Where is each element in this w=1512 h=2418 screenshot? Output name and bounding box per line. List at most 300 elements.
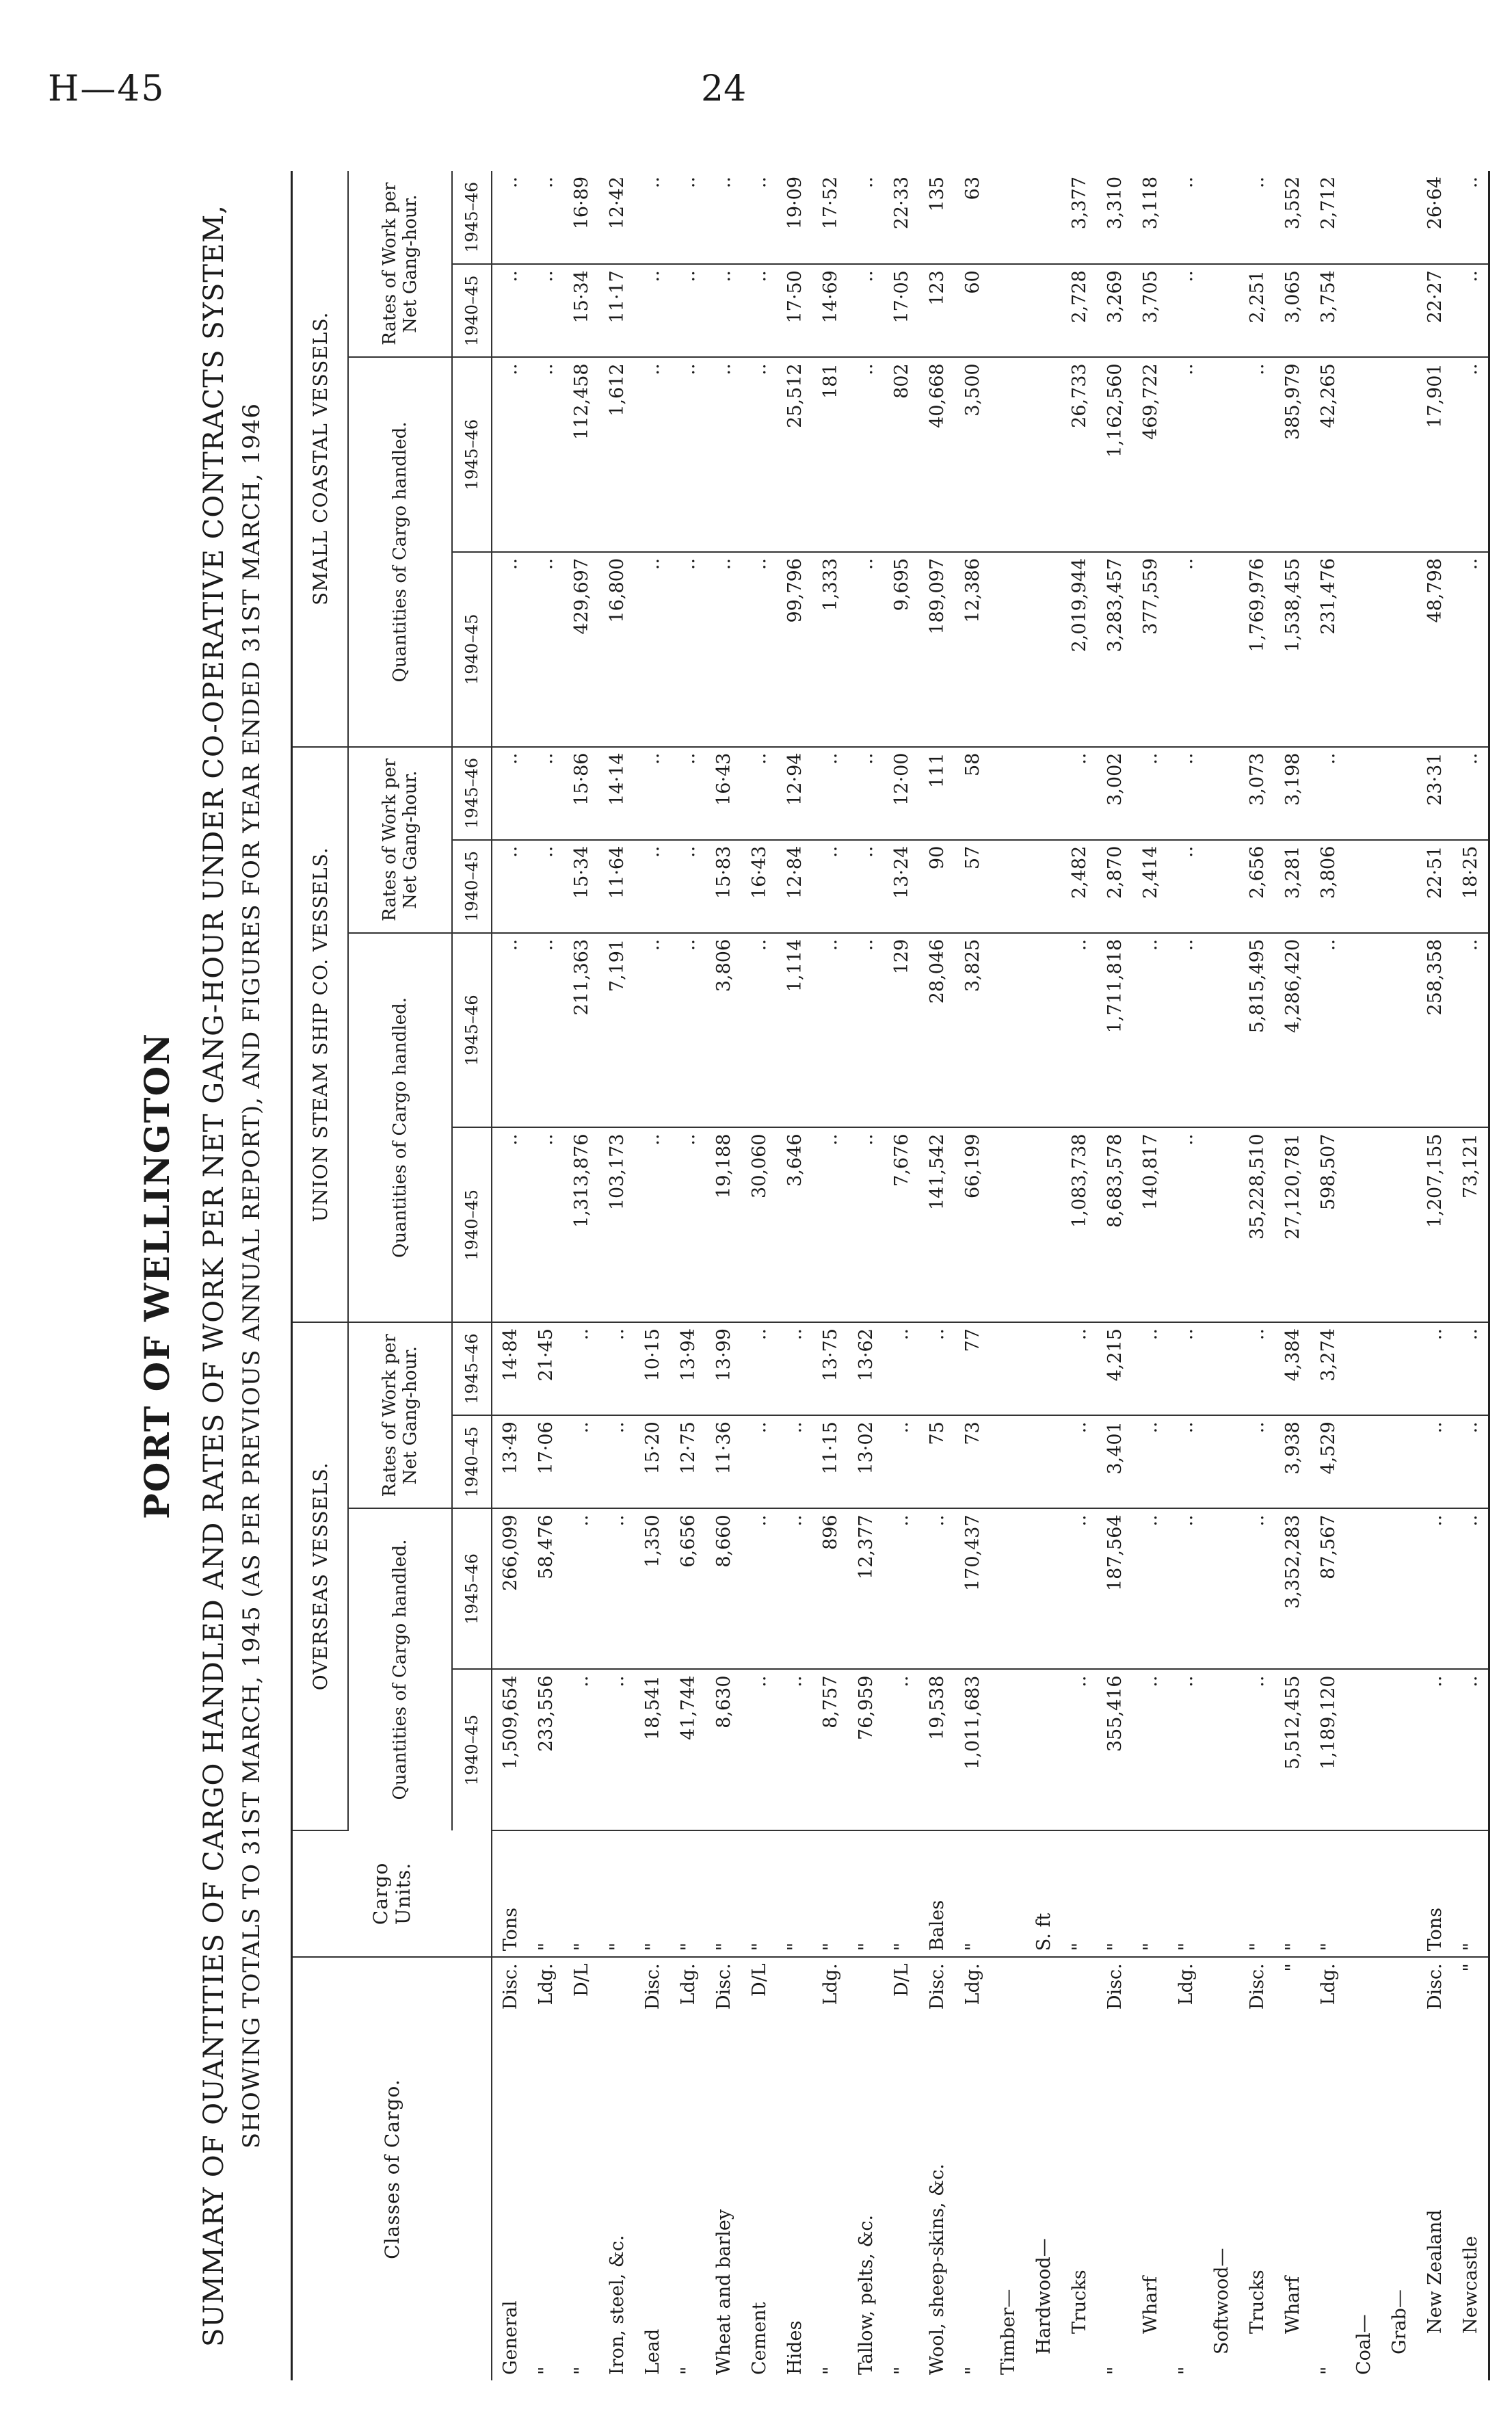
value-cell: 4,286,420 [1275,933,1310,1128]
value-cell: 17·52 [812,171,848,264]
value-cell: .. [1168,552,1204,747]
value-cell: .. [635,171,670,264]
rotated-table-sheet [137,171,1481,2380]
cargo-class-name: Timber— [997,2289,1019,2375]
value-cell: 8,683,578 [1097,1127,1132,1322]
table-row [563,171,599,2380]
value-cell: .. [563,1415,599,1508]
cargo-class-name: Lead [641,2328,663,2375]
cargo-unit-cell: " [741,1830,777,1958]
value-cell: .. [1417,1508,1453,1669]
port-title: PORT OF WELLINGTON [137,1032,177,1519]
value-cell: 13·49 [492,1415,528,1508]
value-cell [1381,552,1417,747]
value-cell: 40,668 [919,357,955,552]
value-cell: 3,754 [1310,264,1346,357]
value-cell: 27,120,781 [1275,1127,1310,1322]
value-cell: 8,630 [706,1670,741,1830]
value-cell: .. [741,1415,777,1508]
value-cell [1026,171,1061,264]
value-cell: .. [492,552,528,747]
cargo-operation: Disc. [713,1963,734,2010]
value-cell: .. [670,747,706,840]
cargo-unit-cell: " [777,1830,812,1958]
value-cell: 3,118 [1132,171,1168,264]
value-cell: 16·43 [741,840,777,933]
value-cell [990,357,1026,552]
value-cell: 12,377 [848,1508,884,1669]
table-row [1168,171,1204,2380]
value-cell: 14·14 [599,747,635,840]
value-cell: .. [777,1322,812,1415]
value-cell: .. [599,1415,635,1508]
value-cell [1381,1415,1417,1508]
value-cell: 187,564 [1097,1508,1132,1669]
cargo-class-cell [955,1957,990,2380]
value-cell: 19,538 [919,1670,955,1830]
cargo-unit-cell: " [955,1830,990,1958]
value-cell: .. [1132,1322,1168,1415]
cargo-unit-cell: " [1061,1830,1097,1958]
value-cell: .. [777,1670,812,1830]
value-cell [990,1508,1026,1669]
value-cell: 1,207,155 [1417,1127,1453,1322]
value-cell [990,1127,1026,1322]
value-cell: 90 [919,840,955,933]
value-cell [990,171,1026,264]
cargo-unit-cell [1346,1830,1381,1958]
value-cell: 5,815,495 [1239,933,1275,1128]
value-cell [1381,1127,1417,1322]
value-cell: 3,198 [1275,747,1310,840]
header-units: Cargo Units. [292,1830,492,1958]
value-cell: .. [1168,171,1204,264]
value-cell [1346,1127,1381,1322]
value-cell: .. [1453,933,1489,1128]
value-cell: 233,556 [528,1670,563,1830]
value-cell: .. [884,1508,919,1669]
value-cell: .. [1132,1670,1168,1830]
value-cell [990,840,1026,933]
cargo-unit-cell: S. ft [1026,1830,1061,1958]
value-cell: .. [1453,1670,1489,1830]
value-cell: 1,162,560 [1097,357,1132,552]
value-cell [1381,747,1417,840]
value-cell: 3,269 [1097,264,1132,357]
value-cell: 4,215 [1097,1322,1132,1415]
value-cell: 11·15 [812,1415,848,1508]
value-cell: .. [884,1322,919,1415]
cargo-operation: Disc. [1246,1963,1268,2010]
value-cell: 23·31 [1417,747,1453,840]
value-cell [1026,1415,1061,1508]
value-cell: .. [599,1508,635,1669]
value-cell: 73 [955,1415,990,1508]
cargo-unit-cell: " [706,1830,741,1958]
cargo-unit-cell: " [1132,1830,1168,1958]
value-cell: 63 [955,171,990,264]
value-cell [1381,933,1417,1128]
value-cell: 11·64 [599,840,635,933]
value-cell: 385,979 [1275,357,1310,552]
header-year: 1940–45 [452,264,492,357]
header-classes: Classes of Cargo. [292,1957,492,2380]
value-cell: 135 [919,171,955,264]
cargo-class-cell [884,1957,919,2380]
value-cell: 9,695 [884,552,919,747]
value-cell: .. [777,1415,812,1508]
value-cell: 1,083,738 [1061,1127,1097,1322]
value-cell: .. [1168,357,1204,552]
cargo-unit-cell: " [884,1830,919,1958]
header-year: 1940–45 [452,1415,492,1508]
value-cell: 14·84 [492,1322,528,1415]
value-cell: 22·51 [1417,840,1453,933]
value-cell: 16·43 [706,747,741,840]
value-cell: 266,099 [492,1508,528,1669]
value-cell: 12·42 [599,171,635,264]
value-cell: .. [1061,1508,1097,1669]
value-cell [1346,1508,1381,1669]
value-cell [1381,171,1417,264]
cargo-class-name: Grab— [1388,2289,1410,2354]
value-cell: .. [1453,747,1489,840]
cargo-class-cell [1453,1957,1489,2380]
cargo-operation: Ldg. [1175,1963,1197,2006]
value-cell: 4,384 [1275,1322,1310,1415]
page-header [48,68,1464,130]
cargo-unit-cell: " [1239,1830,1275,1958]
cargo-class-cell [1275,1957,1310,2380]
value-cell: .. [706,357,741,552]
value-cell: 41,744 [670,1670,706,1830]
value-cell: .. [670,171,706,264]
value-cell: .. [919,1322,955,1415]
value-cell: 76,959 [848,1670,884,1830]
header-year: 1945–46 [452,747,492,840]
value-cell: .. [1168,1127,1204,1322]
value-cell: 6,656 [670,1508,706,1669]
table-row [777,171,812,2380]
value-cell: .. [848,933,884,1128]
value-cell: 66,199 [955,1127,990,1322]
value-cell: .. [670,552,706,747]
page-number: 24 [701,68,747,109]
header-year: 1940–45 [452,552,492,747]
cargo-class-name: " [570,2366,592,2375]
value-cell: .. [528,357,563,552]
value-cell: 181 [812,357,848,552]
table-row [812,171,848,2380]
summary-title-line1: SUMMARY OF QUANTITIES OF CARGO HANDLED AND RATES OF WORK PER NET GANG-HOUR UNDER CO-OPERATIVE CONTRACTS SYSTEM, [198,205,230,2347]
value-cell: 1,538,455 [1275,552,1310,747]
header-year: 1945–46 [452,1322,492,1415]
cargo-class-name: " [677,2366,699,2375]
cargo-class-cell [1061,1957,1097,2380]
cargo-class-name: " [535,2366,557,2375]
value-cell: 3,825 [955,933,990,1128]
value-cell: .. [492,357,528,552]
value-cell: .. [1132,1415,1168,1508]
value-cell: 3,646 [777,1127,812,1322]
value-cell: 3,500 [955,357,990,552]
value-cell [1026,552,1061,747]
value-cell: 429,697 [563,552,599,747]
value-cell: .. [1453,1508,1489,1669]
value-cell: 1,612 [599,357,635,552]
cargo-class-cell [706,1957,741,2380]
cargo-class-cell [1381,1957,1417,2380]
cargo-class-name: General [499,2300,521,2375]
table-row [670,171,706,2380]
cargo-unit-cell: " [812,1830,848,1958]
value-cell: .. [635,357,670,552]
value-cell: .. [635,747,670,840]
value-cell: .. [1239,1508,1275,1669]
cargo-class-cell [1310,1957,1346,2380]
value-cell: 16·89 [563,171,599,264]
table-row [848,171,884,2380]
value-cell: .. [848,552,884,747]
value-cell: .. [741,1508,777,1669]
value-cell: 19,188 [706,1127,741,1322]
cargo-operation: Disc. [1424,1963,1446,2010]
value-cell: 58 [955,747,990,840]
table-row [706,171,741,2380]
cargo-class-cell [492,1957,528,2380]
cargo-operation: Ldg. [819,1963,841,2006]
value-cell: 14·69 [812,264,848,357]
value-cell: .. [741,552,777,747]
value-cell: 10·15 [635,1322,670,1415]
cargo-operation: Ldg. [961,1963,983,2006]
table-row [1132,171,1168,2380]
value-cell [1346,1322,1381,1415]
value-cell: .. [848,1127,884,1322]
value-cell: .. [1132,933,1168,1128]
value-cell: .. [492,840,528,933]
value-cell [1346,552,1381,747]
value-cell: .. [848,747,884,840]
header-quantities: Quantities of Cargo handled. [348,357,452,746]
value-cell: .. [528,933,563,1128]
value-cell [1026,1127,1061,1322]
value-cell [1204,1322,1239,1415]
cargo-unit-cell: " [1453,1830,1489,1958]
value-cell: .. [741,1670,777,1830]
cargo-operation: Disc. [926,1963,948,2010]
value-cell: 15·20 [635,1415,670,1508]
value-cell: 30,060 [741,1127,777,1322]
value-cell: .. [848,357,884,552]
cargo-class-name: Wharf [1139,2276,1161,2334]
cargo-class-cell [741,1957,777,2380]
value-cell: 73,121 [1453,1127,1489,1322]
value-cell: 3,073 [1239,747,1275,840]
value-cell: 598,507 [1310,1127,1346,1322]
value-cell: 5,512,455 [1275,1670,1310,1830]
value-cell: 4,529 [1310,1415,1346,1508]
value-cell: .. [1453,552,1489,747]
value-cell: .. [670,933,706,1128]
value-cell: 231,476 [1310,552,1346,747]
value-cell [1204,1508,1239,1669]
cargo-class-cell [990,1957,1026,2380]
value-cell: 3,806 [706,933,741,1128]
value-cell [1204,552,1239,747]
value-cell [1026,1322,1061,1415]
value-cell: 26·64 [1417,171,1453,264]
cargo-class-name: New Zealand [1424,2209,1446,2334]
value-cell [1204,171,1239,264]
value-cell [1026,264,1061,357]
value-cell: 17·50 [777,264,812,357]
value-cell: 35,228,510 [1239,1127,1275,1322]
table-row [1026,171,1061,2380]
value-cell: .. [884,1670,919,1830]
value-cell [1346,1415,1381,1508]
value-cell: 87,567 [1310,1508,1346,1669]
value-cell: .. [706,264,741,357]
cargo-class-name: Iron, steel, &c. [606,2235,628,2375]
value-cell: .. [1168,1670,1204,1830]
value-cell: 17,901 [1417,357,1453,552]
cargo-unit-cell: " [563,1830,599,1958]
value-cell: .. [741,1322,777,1415]
header-rates: Rates of Work per Net Gang-hour. [348,1322,452,1508]
table-row [919,171,955,2380]
cargo-operation: D/L [570,1963,592,1997]
value-cell: 3,310 [1097,171,1132,264]
value-cell: .. [812,933,848,1128]
value-cell: 3,352,283 [1275,1508,1310,1669]
value-cell: .. [528,171,563,264]
cargo-class-name: Wheat and barley [713,2209,734,2375]
value-cell: 123 [919,264,955,357]
cargo-operation: Disc. [1104,1963,1126,2010]
value-cell: 1,313,876 [563,1127,599,1322]
value-cell: .. [635,933,670,1128]
value-cell: 355,416 [1097,1670,1132,1830]
table-row [1346,171,1381,2380]
cargo-class-cell [777,1957,812,2380]
cargo-unit-cell: " [1168,1830,1204,1958]
value-cell: .. [1453,357,1489,552]
value-cell: 1,711,818 [1097,933,1132,1128]
value-cell: 12·84 [777,840,812,933]
cargo-class-cell [1132,1957,1168,2380]
value-cell [1026,840,1061,933]
value-cell: .. [848,171,884,264]
cargo-class-cell [1026,1957,1061,2380]
value-cell: 2,482 [1061,840,1097,933]
value-cell [1204,1127,1239,1322]
header-year: 1945–46 [452,171,492,264]
cargo-class-name: Hardwood— [1033,2238,1055,2354]
value-cell: 896 [812,1508,848,1669]
value-cell: .. [1417,1670,1453,1830]
header-year: 1940–45 [452,1127,492,1322]
value-cell: .. [848,264,884,357]
value-cell: 1,114 [777,933,812,1128]
value-cell: 22·27 [1417,264,1453,357]
value-cell: .. [1061,1670,1097,1830]
cargo-class-name: " [1317,2366,1339,2375]
cargo-operation: " [1282,1963,1303,1972]
header-year: 1940–45 [452,1670,492,1830]
cargo-class-name: " [890,2366,912,2375]
cargo-unit-cell: " [528,1830,563,1958]
value-cell: .. [528,840,563,933]
value-cell: .. [1168,264,1204,357]
cargo-class-name: Cement [748,2302,770,2375]
value-cell: .. [1417,1415,1453,1508]
cargo-class-name: Trucks [1246,2270,1268,2334]
table-row [1204,171,1239,2380]
value-cell: 21·45 [528,1322,563,1415]
value-cell: 8,660 [706,1508,741,1669]
value-cell: 12·00 [884,747,919,840]
value-cell: .. [1453,171,1489,264]
value-cell [1204,1415,1239,1508]
value-cell: .. [1310,933,1346,1128]
value-cell [990,1322,1026,1415]
value-cell: 3,401 [1097,1415,1132,1508]
table-row [1061,171,1097,2380]
value-cell: .. [812,747,848,840]
value-cell: 1,011,683 [955,1670,990,1830]
cargo-unit-cell: Tons [1417,1830,1453,1958]
value-cell [1204,840,1239,933]
value-cell: .. [492,933,528,1128]
header-group-coastal: SMALL COASTAL VESSELS. [292,171,349,747]
header-quantities: Quantities of Cargo handled. [348,933,452,1322]
value-cell: 2,656 [1239,840,1275,933]
value-cell: .. [563,1670,599,1830]
value-cell: 2,414 [1132,840,1168,933]
cargo-unit-cell: " [848,1830,884,1958]
table-row [1310,171,1346,2380]
value-cell: 13·99 [706,1322,741,1415]
value-cell [990,552,1026,747]
cargo-class-cell [635,1957,670,2380]
value-cell: .. [528,552,563,747]
value-cell: 7,191 [599,933,635,1128]
value-cell: .. [741,171,777,264]
value-cell: 1,350 [635,1508,670,1669]
value-cell: 1,189,120 [1310,1670,1346,1830]
value-cell [1346,840,1381,933]
value-cell [1026,1670,1061,1830]
value-cell: .. [670,1127,706,1322]
value-cell: 22·33 [884,171,919,264]
value-cell: 3,065 [1275,264,1310,357]
value-cell: .. [528,747,563,840]
value-cell: 3,938 [1275,1415,1310,1508]
table-row [1239,171,1275,2380]
value-cell: 2,870 [1097,840,1132,933]
value-cell: 15·34 [563,840,599,933]
value-cell: 11·17 [599,264,635,357]
value-cell: .. [492,264,528,357]
cargo-unit-cell: " [599,1830,635,1958]
value-cell: .. [563,1508,599,1669]
value-cell: .. [1168,747,1204,840]
value-cell: .. [741,933,777,1128]
value-cell: 75 [919,1415,955,1508]
value-cell: 11·36 [706,1415,741,1508]
value-cell [1026,357,1061,552]
